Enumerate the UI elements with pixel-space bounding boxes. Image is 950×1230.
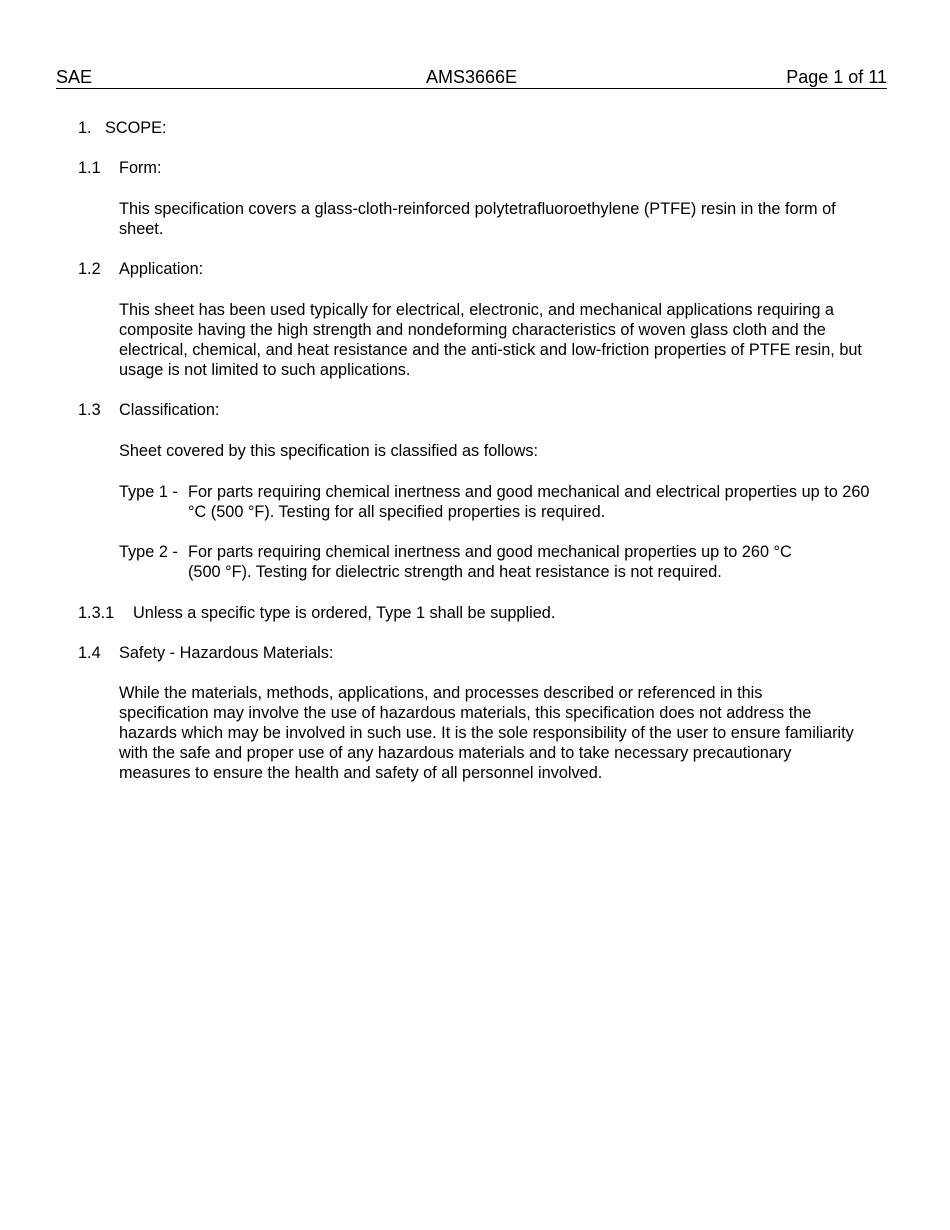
- type-2-label: Type 2 -: [119, 543, 178, 561]
- section-1-1-number: 1.1: [78, 159, 101, 177]
- section-1-number: 1.: [78, 119, 92, 137]
- header-org: SAE: [56, 67, 93, 87]
- section-1-3-intro: Sheet covered by this specification is classified as follows:: [119, 442, 538, 460]
- type-1-text: For parts requiring chemical inertness and good mechanical and electrical properties up to 260 °C (500 °F). Testing for all specified properties is required.: [188, 483, 870, 521]
- section-1-4-body: While the materials, methods, applications, and processes described or referenced in this specification may involve the use of hazardous materials, this specification does not address the hazards which may be involved in such use. It is the sole responsibility of the user to ensure familiarity with the safe and proper use of any hazardous materials and to take necessary precautionary measures to ensure the health and safety of all personnel involved.: [119, 684, 854, 782]
- page-header: [56, 66, 887, 89]
- type-2-text: For parts requiring chemical inertness and good mechanical properties up to 260 °C (500 °F). Testing for dielectric strength and heat resistance is not required.: [188, 543, 792, 581]
- header-page-number: Page 1 of 11: [786, 67, 887, 87]
- section-1-2-body: This sheet has been used typically for electrical, electronic, and mechanical applications requiring a composite having the high strength and nondeforming characteristics of woven glass cloth and the electrical, chemical, and heat resistance and the anti-stick and low-friction properties of PTFE resin, but usage is not limited to such applications.: [119, 301, 862, 379]
- section-1-3-1-body: Unless a specific type is ordered, Type 1 shall be supplied.: [133, 604, 556, 622]
- section-1-1-title: Form:: [119, 159, 162, 177]
- section-1-1-body: This specification covers a glass-cloth-reinforced polytetrafluoroethylene (PTFE) resin in the form of sheet.: [119, 200, 836, 238]
- section-1-3-title: Classification:: [119, 401, 220, 419]
- type-1-label: Type 1 -: [119, 483, 178, 501]
- section-1-3-1-number: 1.3.1: [78, 604, 115, 622]
- section-1-title: SCOPE:: [105, 119, 167, 137]
- section-1-2-number: 1.2: [78, 260, 101, 278]
- section-1-4-number: 1.4: [78, 644, 101, 662]
- section-1-3-number: 1.3: [78, 401, 101, 419]
- section-1-2-title: Application:: [119, 260, 204, 278]
- header-doc-id: AMS3666E: [425, 67, 518, 87]
- section-1-4-title: Safety - Hazardous Materials:: [119, 644, 334, 662]
